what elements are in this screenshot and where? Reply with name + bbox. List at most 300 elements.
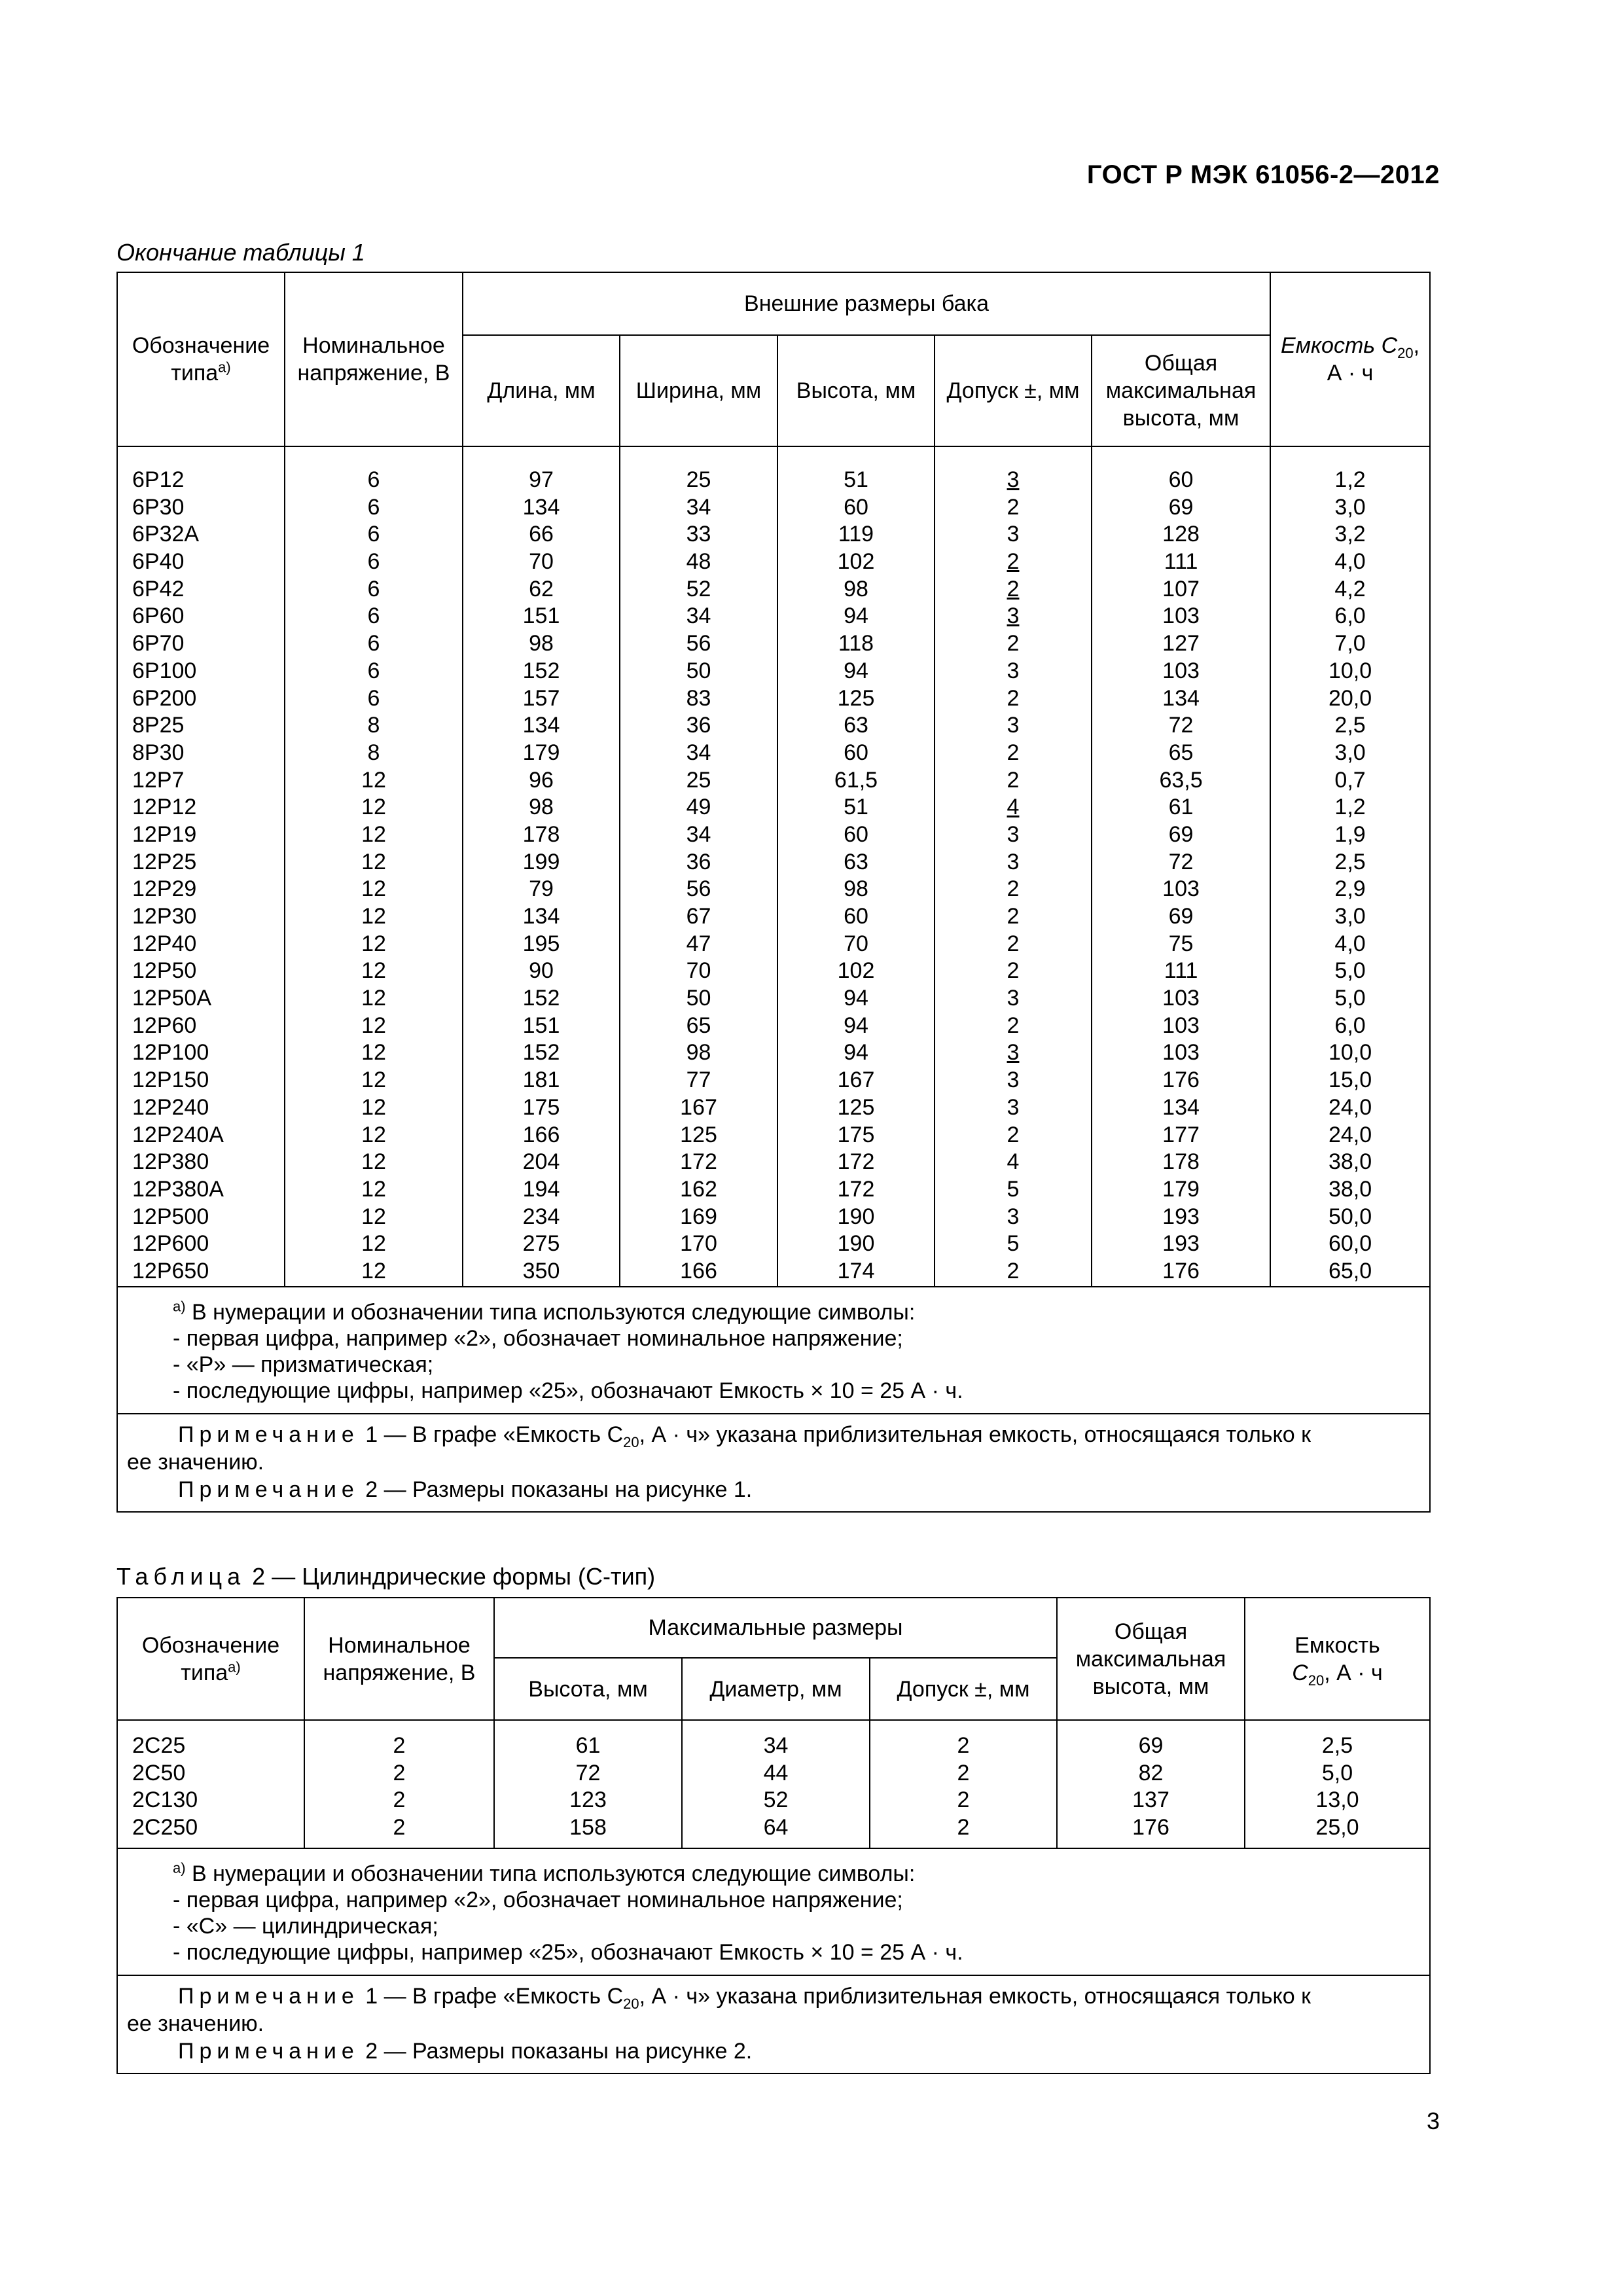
table-cell: 12P29 <box>132 876 197 902</box>
table-cell: 3,0 <box>1334 740 1366 765</box>
table-cell: 2 <box>1007 549 1020 575</box>
table-cell: 125 <box>837 1094 875 1120</box>
table-cell: 12P40 <box>132 931 197 956</box>
table-cell: 12 <box>361 767 386 793</box>
table-cell: 3 <box>1007 713 1020 738</box>
table-cell: 36 <box>686 849 711 874</box>
table-cell: 60 <box>1168 467 1194 492</box>
table-cell: 175 <box>522 1094 560 1120</box>
table-cell: 2 <box>1007 958 1020 984</box>
table-cell: 111 <box>1164 549 1198 575</box>
table-cell: 12P12 <box>132 795 197 820</box>
table-cell: 94 <box>844 986 868 1011</box>
table-cell: 2 <box>393 1815 406 1840</box>
table-cell: 3,0 <box>1334 904 1366 929</box>
header-capacity: Емкость $C_{20}$, А · ч <box>1270 272 1430 446</box>
table-cell: 65 <box>686 1013 711 1038</box>
table-cell: 102 <box>837 549 875 575</box>
t2-header-total-height: Общая максимальная высота, мм <box>1057 1598 1245 1720</box>
table-cell: 103 <box>1162 986 1200 1011</box>
table-cell: 12P30 <box>132 904 197 929</box>
table-cell: 34 <box>686 494 711 520</box>
table-cell: 2C25 <box>132 1733 186 1758</box>
table-cell: 61 <box>1168 795 1194 820</box>
table-cell: 125 <box>837 685 875 711</box>
table-cell: 6P32A <box>132 522 200 547</box>
table1-data-row <box>117 446 1430 1287</box>
table-cell: 52 <box>763 1787 789 1813</box>
table-cell: 8P25 <box>132 713 185 738</box>
table-cell: 190 <box>837 1204 875 1229</box>
table-cell: 166 <box>680 1258 717 1283</box>
table-cell: 193 <box>1162 1204 1200 1229</box>
table-cell: 1,2 <box>1334 467 1366 492</box>
table-cell: 34 <box>686 603 711 629</box>
table-cell: 103 <box>1162 1013 1200 1038</box>
table-cell: 98 <box>844 576 868 601</box>
table-cell: 72 <box>575 1760 601 1785</box>
table-cell: 12 <box>361 1122 386 1147</box>
table-cell: 12 <box>361 931 386 956</box>
t2-col-height <box>494 1720 682 1848</box>
table-cell: 12 <box>361 1094 386 1120</box>
table-cell: 134 <box>522 494 560 520</box>
table-cell: 12 <box>361 1204 386 1229</box>
table-cell: 12P7 <box>132 767 185 793</box>
table-cell: 12 <box>361 821 386 847</box>
table-cell: 12 <box>361 958 386 984</box>
table-cell: 6P60 <box>132 603 185 629</box>
table-cell: 12P19 <box>132 821 197 847</box>
header-length: Длина, мм <box>463 335 620 446</box>
col-tolerance <box>935 446 1092 1287</box>
table-cell: 127 <box>1162 631 1200 656</box>
table-cell: 194 <box>522 1176 560 1202</box>
table-cell: 103 <box>1162 876 1200 902</box>
table-cell: 6P200 <box>132 685 197 711</box>
table2-notes: Примечание 1 — В графе «Емкость $C_{20}$, А · ч» указана приблизительная емкость, относящаяся только к ее значению. Примечание 2 — Размеры показаны на рисунке 2. <box>117 1975 1430 2073</box>
table-cell: 12 <box>361 1149 386 1175</box>
table-cell: 1,9 <box>1334 821 1366 847</box>
table-cell: 6 <box>367 494 380 520</box>
table-cell: 134 <box>1162 1094 1200 1120</box>
table-cell: 83 <box>686 685 711 711</box>
table-cell: 102 <box>837 958 875 984</box>
table-cell: 94 <box>844 603 868 629</box>
table-cell: 6P12 <box>132 467 185 492</box>
table1-caption: Окончание таблицы 1 <box>116 239 365 266</box>
table-cell: 0,7 <box>1334 767 1366 793</box>
table-cell: 33 <box>686 522 711 547</box>
t2-col-total-height <box>1057 1720 1245 1848</box>
table-cell: 2 <box>1007 767 1020 793</box>
t2-header-type: Обозначение типа$^{а)}$ <box>117 1598 304 1720</box>
table-cell: 158 <box>569 1815 607 1840</box>
table-cell: 6,0 <box>1334 1013 1366 1038</box>
table-cell: 2,9 <box>1334 876 1366 902</box>
table-cell: 60 <box>844 821 868 847</box>
table-cell: 72 <box>1168 713 1194 738</box>
table-cell: 181 <box>522 1067 560 1093</box>
table-cell: 65 <box>1168 740 1194 765</box>
header-total-height: Общая максимальная высота, мм <box>1092 335 1270 446</box>
table-cell: 118 <box>838 631 874 656</box>
table-cell: 38,0 <box>1328 1149 1372 1175</box>
table-cell: 6P42 <box>132 576 185 601</box>
table-cell: 1,2 <box>1334 795 1366 820</box>
table-cell: 7,0 <box>1334 631 1366 656</box>
table-cell: 2 <box>1007 631 1020 656</box>
table-cell: 63 <box>844 713 868 738</box>
table-cell: 6P30 <box>132 494 185 520</box>
table-cell: 2 <box>1007 494 1020 520</box>
table-cell: 2 <box>393 1733 406 1758</box>
table-cell: 190 <box>837 1231 875 1257</box>
t2-col-type <box>117 1720 304 1848</box>
table-cell: 204 <box>522 1149 560 1175</box>
table-cell: 98 <box>529 795 554 820</box>
table-cell: 167 <box>837 1067 875 1093</box>
table1-footnote: $^{а)}$ В нумерации и обозначении типа используются следующие символы: - первая цифра, например «2», обозначает номинальное напряжение; - «P» — призматическая; - последующие цифры, например «25», обозначают Емкость × 10 = 25 А · ч. <box>117 1287 1430 1414</box>
t2-header-voltage: Номинальное напряжение, В <box>304 1598 494 1720</box>
table-cell: 2 <box>1007 685 1020 711</box>
table-cell: 6 <box>367 685 380 711</box>
table-cell: 170 <box>680 1231 717 1257</box>
t2-col-capacity <box>1245 1720 1430 1848</box>
table-cell: 12P150 <box>132 1067 209 1093</box>
table-cell: 12P50A <box>132 986 211 1011</box>
table-cell: 96 <box>529 767 554 793</box>
table-cell: 175 <box>837 1122 875 1147</box>
table-cell: 72 <box>1168 849 1194 874</box>
table-cell: 123 <box>569 1787 607 1813</box>
table-cell: 12 <box>361 876 386 902</box>
table-cell: 98 <box>686 1040 711 1066</box>
table-cell: 12 <box>361 1176 386 1202</box>
table-cell: 2,5 <box>1334 713 1366 738</box>
table-cell: 60 <box>844 904 868 929</box>
table-cell: 75 <box>1168 931 1194 956</box>
t2-header-max-dimensions: Максимальные размеры <box>494 1598 1057 1658</box>
table-cell: 6,0 <box>1334 603 1366 629</box>
table-cell: 6 <box>367 576 380 601</box>
table-cell: 69 <box>1168 904 1194 929</box>
table-cell: 50 <box>686 986 711 1011</box>
table-cell: 90 <box>529 958 554 984</box>
t2-header-capacity: Емкость $C_{20}$, А · ч <box>1245 1598 1430 1720</box>
table-cell: 51 <box>844 467 868 492</box>
table-cell: 166 <box>522 1122 560 1147</box>
table-cell: 2 <box>1007 1013 1020 1038</box>
table-cell: 12 <box>361 1231 386 1257</box>
table-cell: 6 <box>367 631 380 656</box>
header-height: Высота, мм <box>777 335 935 446</box>
table-cell: 12P240A <box>132 1122 224 1147</box>
table-cell: 12P650 <box>132 1258 209 1283</box>
table-cell: 8 <box>367 713 380 738</box>
table-cell: 3 <box>1007 986 1020 1011</box>
table-cell: 56 <box>686 631 711 656</box>
table-cell: 70 <box>686 958 711 984</box>
table-cell: 234 <box>522 1204 560 1229</box>
table-cell: 5,0 <box>1334 958 1366 984</box>
table-cell: 4 <box>1007 795 1020 820</box>
table-cell: 103 <box>1162 1040 1200 1066</box>
table-cell: 50,0 <box>1328 1204 1372 1229</box>
table-cell: 82 <box>1138 1760 1164 1785</box>
col-voltage <box>285 446 463 1287</box>
table-cell: 50 <box>686 658 711 683</box>
table-cell: 6 <box>367 549 380 575</box>
table-cell: 44 <box>763 1760 789 1785</box>
table-cell: 77 <box>686 1067 711 1093</box>
table-cell: 2C130 <box>132 1787 198 1813</box>
table-cell: 176 <box>1162 1258 1200 1283</box>
table-cell: 67 <box>686 904 711 929</box>
header-type: Обозначение типа$^{а)}$ <box>117 272 285 446</box>
table-cell: 178 <box>522 821 560 847</box>
table-cell: 134 <box>522 904 560 929</box>
table-cell: 176 <box>1132 1815 1169 1840</box>
table-cell: 61,5 <box>834 767 878 793</box>
table-cell: 2,5 <box>1321 1733 1353 1758</box>
t2-col-diameter <box>682 1720 870 1848</box>
table-cell: 12P600 <box>132 1231 209 1257</box>
standard-designation: ГОСТ Р МЭК 61056-2—2012 <box>1086 160 1440 189</box>
table-cell: 2 <box>1007 1122 1020 1147</box>
table-cell: 128 <box>1162 522 1200 547</box>
table-cell: 3 <box>1007 821 1020 847</box>
table-cell: 25,0 <box>1315 1815 1359 1840</box>
table-cell: 12P500 <box>132 1204 209 1229</box>
table1 <box>116 272 1431 1513</box>
table-cell: 2 <box>393 1760 406 1785</box>
table-cell: 38,0 <box>1328 1176 1372 1202</box>
table-cell: 60,0 <box>1328 1231 1372 1257</box>
table-cell: 70 <box>844 931 868 956</box>
table-cell: 52 <box>686 576 711 601</box>
table-cell: 69 <box>1168 494 1194 520</box>
table-cell: 12 <box>361 904 386 929</box>
table-cell: 6 <box>367 658 380 683</box>
table-cell: 111 <box>1164 958 1198 984</box>
table-cell: 20,0 <box>1328 685 1372 711</box>
table-cell: 151 <box>522 1013 560 1038</box>
table-cell: 179 <box>522 740 560 765</box>
table1-notes: Примечание 1 — В графе «Емкость $C_{20}$, А · ч» указана приблизительная емкость, относящаяся только к ее значению. Примечание 2 — Размеры показаны на рисунке 1. <box>117 1414 1430 1512</box>
table-cell: 157 <box>522 685 560 711</box>
table-cell: 6P70 <box>132 631 185 656</box>
table-cell: 3 <box>1007 1067 1020 1093</box>
table-cell: 179 <box>1162 1176 1200 1202</box>
table-cell: 36 <box>686 713 711 738</box>
table-cell: 172 <box>837 1176 875 1202</box>
table-cell: 119 <box>838 522 874 547</box>
table-cell: 5 <box>1007 1231 1020 1257</box>
table-cell: 193 <box>1162 1231 1200 1257</box>
table-cell: 2 <box>1007 876 1020 902</box>
table-cell: 2C250 <box>132 1815 198 1840</box>
table-cell: 63 <box>844 849 868 874</box>
table-cell: 34 <box>686 821 711 847</box>
table-cell: 152 <box>522 1040 560 1066</box>
table-cell: 176 <box>1162 1067 1200 1093</box>
table-cell: 2 <box>957 1760 970 1785</box>
table-cell: 6 <box>367 603 380 629</box>
table-cell: 174 <box>837 1258 875 1283</box>
table-cell: 134 <box>522 713 560 738</box>
table-cell: 4 <box>1007 1149 1020 1175</box>
table-cell: 61 <box>575 1733 601 1758</box>
table-cell: 12P25 <box>132 849 197 874</box>
table-cell: 2 <box>1007 1258 1020 1283</box>
table-cell: 25 <box>686 767 711 793</box>
t2-col-voltage <box>304 1720 494 1848</box>
table-cell: 12 <box>361 849 386 874</box>
table-cell: 60 <box>844 494 868 520</box>
table-cell: 62 <box>529 576 554 601</box>
table-cell: 2 <box>957 1815 970 1840</box>
table-cell: 94 <box>844 658 868 683</box>
table-cell: 3 <box>1007 603 1020 629</box>
table-cell: 103 <box>1162 603 1200 629</box>
table-cell: 350 <box>522 1258 560 1283</box>
table-cell: 25 <box>686 467 711 492</box>
table-cell: 34 <box>763 1733 789 1758</box>
table-cell: 6 <box>367 522 380 547</box>
table-cell: 64 <box>763 1815 789 1840</box>
table-cell: 125 <box>680 1122 717 1147</box>
table-cell: 34 <box>686 740 711 765</box>
table-cell: 3 <box>1007 1040 1020 1066</box>
col-capacity <box>1270 446 1430 1287</box>
table-cell: 178 <box>1162 1149 1200 1175</box>
table-cell: 12 <box>361 1040 386 1066</box>
table-cell: 12P60 <box>132 1013 197 1038</box>
table-cell: 51 <box>844 795 868 820</box>
table-cell: 4,0 <box>1334 549 1366 575</box>
table-cell: 12 <box>361 986 386 1011</box>
table-cell: 199 <box>522 849 560 874</box>
table-cell: 12P100 <box>132 1040 209 1066</box>
table-cell: 24,0 <box>1328 1094 1372 1120</box>
table-cell: 172 <box>837 1149 875 1175</box>
table-cell: 2 <box>1007 740 1020 765</box>
table-cell: 12P240 <box>132 1094 209 1120</box>
table-cell: 5,0 <box>1334 986 1366 1011</box>
page-number: 3 <box>1426 2108 1440 2134</box>
col-width <box>620 446 777 1287</box>
table-cell: 12 <box>361 1258 386 1283</box>
header-tolerance: Допуск ±, мм <box>935 335 1092 446</box>
header-voltage: Номинальное напряжение, В <box>285 272 463 446</box>
table-cell: 5 <box>1007 1176 1020 1202</box>
header-width: Ширина, мм <box>620 335 777 446</box>
header-outer-dimensions: Внешние размеры бака <box>463 272 1270 335</box>
table-cell: 2C50 <box>132 1760 186 1785</box>
table-cell: 2 <box>1007 931 1020 956</box>
table-cell: 3 <box>1007 658 1020 683</box>
table-cell: 5,0 <box>1321 1760 1353 1785</box>
col-type <box>117 446 285 1287</box>
table-cell: 12P380A <box>132 1176 224 1202</box>
table-cell: 275 <box>522 1231 560 1257</box>
table-cell: 195 <box>522 931 560 956</box>
table-cell: 6P40 <box>132 549 185 575</box>
table-cell: 8P30 <box>132 740 185 765</box>
table-cell: 4,2 <box>1334 576 1366 601</box>
table-cell: 94 <box>844 1013 868 1038</box>
table-cell: 134 <box>1162 685 1200 711</box>
table-cell: 12 <box>361 1013 386 1038</box>
table-cell: 3,2 <box>1334 522 1366 547</box>
table-cell: 3 <box>1007 849 1020 874</box>
table-cell: 152 <box>522 986 560 1011</box>
table-cell: 56 <box>686 876 711 902</box>
table-cell: 3 <box>1007 467 1020 492</box>
table-cell: 10,0 <box>1328 1040 1372 1066</box>
table-cell: 107 <box>1162 576 1200 601</box>
table-cell: 177 <box>1162 1122 1200 1147</box>
table-cell: 12 <box>361 1067 386 1093</box>
table-cell: 2,5 <box>1334 849 1366 874</box>
table-cell: 169 <box>680 1204 717 1229</box>
table-cell: 3 <box>1007 1204 1020 1229</box>
table-cell: 6 <box>367 467 380 492</box>
table-cell: 151 <box>522 603 560 629</box>
table-cell: 3 <box>1007 1094 1020 1120</box>
t2-header-diameter: Диаметр, мм <box>682 1658 870 1720</box>
table-cell: 94 <box>844 1040 868 1066</box>
table-cell: 63,5 <box>1159 767 1203 793</box>
table-cell: 69 <box>1138 1733 1164 1758</box>
table-cell: 6P100 <box>132 658 197 683</box>
table-cell: 98 <box>529 631 554 656</box>
table-cell: 2 <box>393 1787 406 1813</box>
table-cell: 65,0 <box>1328 1258 1372 1283</box>
table-cell: 8 <box>367 740 380 765</box>
table-cell: 3 <box>1007 522 1020 547</box>
table-cell: 3,0 <box>1334 494 1366 520</box>
col-length <box>463 446 620 1287</box>
table-cell: 70 <box>529 549 554 575</box>
table-cell: 15,0 <box>1328 1067 1372 1093</box>
table-cell: 49 <box>686 795 711 820</box>
table-cell: 13,0 <box>1315 1787 1359 1813</box>
table-cell: 137 <box>1132 1787 1169 1813</box>
table-cell: 152 <box>522 658 560 683</box>
table-cell: 97 <box>529 467 554 492</box>
col-total-height <box>1092 446 1270 1287</box>
table-cell: 4,0 <box>1334 931 1366 956</box>
table-cell: 2 <box>957 1787 970 1813</box>
table-cell: 12P380 <box>132 1149 209 1175</box>
table-cell: 10,0 <box>1328 658 1372 683</box>
t2-header-height: Высота, мм <box>494 1658 682 1720</box>
table-cell: 69 <box>1168 821 1194 847</box>
table2-data-row <box>117 1720 1430 1848</box>
table-cell: 2 <box>1007 576 1020 601</box>
table-cell: 79 <box>529 876 554 902</box>
table-cell: 24,0 <box>1328 1122 1372 1147</box>
table-cell: 162 <box>680 1176 717 1202</box>
table-cell: 12P50 <box>132 958 197 984</box>
t2-header-tolerance: Допуск ±, мм <box>870 1658 1057 1720</box>
table-cell: 2 <box>1007 904 1020 929</box>
table-cell: 48 <box>686 549 711 575</box>
table-cell: 103 <box>1162 658 1200 683</box>
table-cell: 167 <box>680 1094 717 1120</box>
